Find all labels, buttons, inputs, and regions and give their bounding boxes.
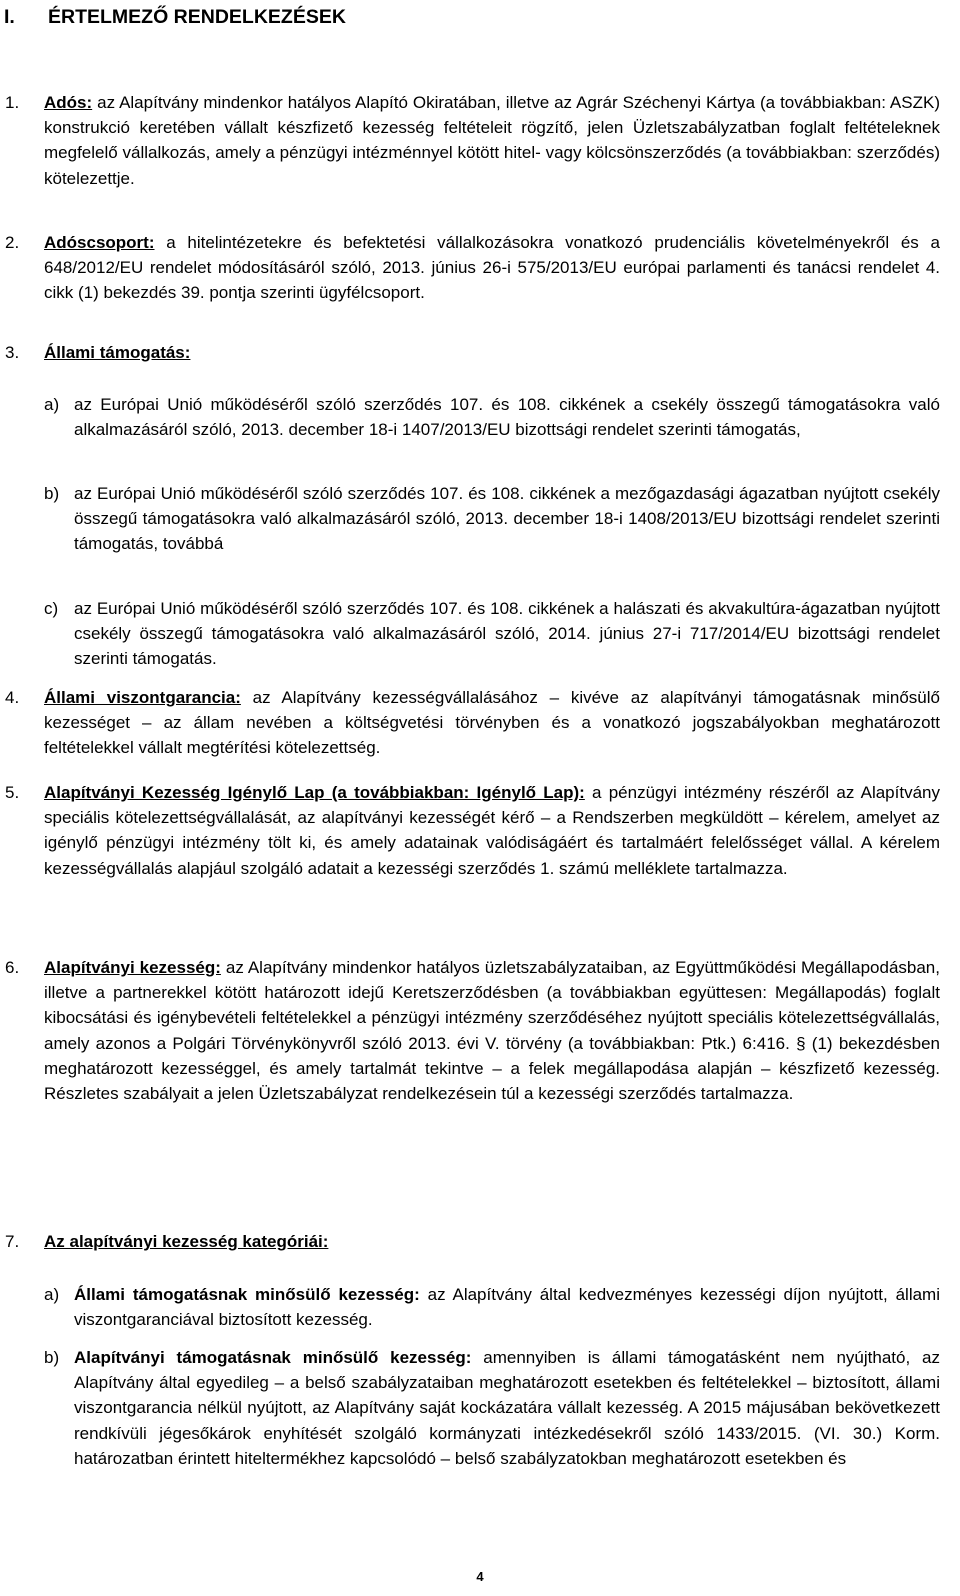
subitem-body: az Alapítvány által kedvezményes kezességi díjon nyújtott, állami viszontgaranciával biztosított kezesség.: [74, 1285, 940, 1330]
item-body: [44, 340, 940, 365]
item-heading: Alapítványi kezesség:: [44, 958, 221, 977]
item-text: az Alapítvány kezességvállalásához – kivéve az alapítványi támogatásnak minősülő kezességet – az állam nevében a költségvetési törvényben és a vonatkozó jogszabályokban meghatározott feltételekkel vállalt megtérítési kötelezettség.: [44, 688, 940, 758]
subitem-heading: Állami támogatásnak minősülő kezesség:: [74, 1285, 420, 1304]
item-number: 1.: [5, 93, 20, 112]
item-body: [44, 955, 940, 1106]
subitem-label: a): [44, 395, 60, 414]
page-number: 4: [476, 1569, 484, 1584]
section-number: I.: [4, 6, 15, 28]
item-number: 7.: [5, 1232, 20, 1251]
item-number: 6.: [5, 958, 20, 977]
subitem-label: b): [44, 484, 60, 503]
subitem-label: b): [44, 1348, 60, 1367]
subitem-label: c): [44, 599, 59, 618]
item-heading: Alapítványi Kezesség Igénylő Lap (a továbbiakban: Igénylő Lap):: [44, 783, 585, 802]
item-heading: Adós:: [44, 93, 93, 112]
item-number: 3.: [5, 343, 20, 362]
item-body: [44, 1229, 940, 1254]
subitem-text: az Európai Unió működéséről szóló szerződés 107. és 108. cikkének a halászati és akvakultúra-ágazatban nyújtott csekély összegű támogatásokra való alkalmazásáról szóló, 2014. június 27-i 717/2014/EU bizottsági rendelet szerinti támogatás.: [74, 599, 940, 669]
item-body: [44, 230, 940, 306]
item-heading: Az alapítványi kezesség kategóriái:: [44, 1232, 329, 1251]
item-body: [44, 780, 940, 881]
item-text: a pénzügyi intézmény részéről az Alapítvány speciális kötelezettségvállalását, az alapítványi kezességét kérő – a Rendszerben megküldött – kérelem, amelyet az igénylő pénzügyi intézmény tölt ki, és amely adatainak valódiságáért és tartalmáért felelősséget vállal. A kérelem kezességvállalás alapjául szolgáló adatait a kezességi szerződés 1. számú melléklete tartalmazza.: [44, 783, 940, 878]
subitem-heading: Alapítványi támogatásnak minősülő kezesség:: [74, 1348, 472, 1367]
item-text: a hitelintézetekre és befektetési vállalkozásokra vonatkozó prudenciális követelményekről és a 648/2012/EU rendelet módosításáról szóló, 2013. június 26-i 575/2013/EU európai parlamenti és tanácsi rendelet 4. cikk (1) bekezdés 39. pontja szerinti ügyfélcsoport.: [44, 233, 940, 303]
item-heading: Adóscsoport:: [44, 233, 155, 252]
item-body: [44, 90, 940, 191]
item-number: 5.: [5, 783, 20, 802]
item-heading: Állami viszontgarancia:: [44, 688, 241, 707]
subitem-body: amennyiben is állami támogatásként nem nyújtható, az Alapítvány által egyedileg – a belső szabályzataiban meghatározott esetekben és feltételekkel – biztosított, állami viszontgarancia nélkül nyújtott, az Alapítvány saját kockázatára vállalt kezesség. A 2015 májusában bekövetkezett rendkívüli jégesőkárok enyhítését szolgáló kormányzati intézkedésekről szóló 1433/2015. (VI. 30.) Korm. határozatban érintett hiteltermékhez kapcsolódó – belső szabályzatokban meghatározott esetekben és: [74, 1348, 940, 1468]
subitem-text: az Európai Unió működéséről szóló szerződés 107. és 108. cikkének a mezőgazdasági ágazatban nyújtott csekély összegű támogatásokra való alkalmazásáról szóló, 2013. december 18-i 1408/2013/EU bizottsági rendelet szerinti támogatás, továbbá: [74, 484, 940, 554]
item-body: [44, 685, 940, 761]
subitem-label: a): [44, 1285, 60, 1304]
item-text: az Alapítvány mindenkor hatályos Alapító Okiratában, illetve az Agrár Széchenyi Kártya (a továbbiakban: ASZK) konstrukció keretében vállalt készfizető kezesség feltételeit rögzítő, jelen Üzletszabályzatban foglalt feltételeknek megfelelő vállalkozás, amely a pénzügyi intézménnyel kötött hitel- vagy kölcsönszerződés (a továbbiakban: szerződés) kötelezettje.: [44, 93, 940, 188]
item-heading: Állami támogatás:: [44, 343, 191, 362]
subitem-text: az Európai Unió működéséről szóló szerződés 107. és 108. cikkének a csekély összegű támogatásokra való alkalmazásáról szóló, 2013. december 18-i 1407/2013/EU bizottsági rendelet szerinti támogatás,: [74, 395, 940, 440]
section-heading: ÉRTELMEZŐ RENDELKEZÉSEK: [48, 6, 346, 28]
subitem-text: [74, 1345, 940, 1471]
item-text: az Alapítvány mindenkor hatályos üzletszabályzataiban, az Együttműködési Megállapodásban, illetve a partnerekkel kötött határozott idejű Keretszerződésben (a továbbiakban együttesen: Megállapodás) foglalt kibocsátási és igénybevételi feltételekkel a pénzügyi intézmény szerződéséhez nyújtott speciális kötelezettségvállalás, amely azonos a Polgári Törvénykönyvről szóló 2013. évi V. törvény (a továbbiakban: Ptk.) 6:416. § (1) bekezdésben meghatározott kezességgel, és amely tartalmát tekintve – a felek megállapodása alapján – készfizető kezesség. Részletes szabályait a jelen Üzletszabályzat rendelkezésein túl a kezességi szerződés tartalmazza.: [44, 958, 940, 1104]
item-number: 4.: [5, 688, 20, 707]
subitem-text: [74, 1282, 940, 1332]
item-number: 2.: [5, 233, 20, 252]
